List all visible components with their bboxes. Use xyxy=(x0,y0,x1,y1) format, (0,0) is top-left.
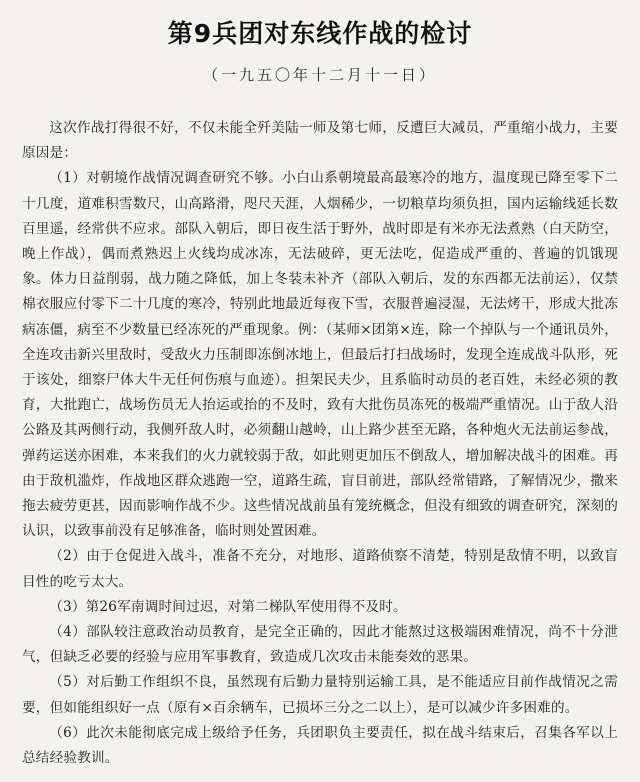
document-date: （一九五〇年十二月十一日） xyxy=(202,66,437,84)
paragraph-2: （2）由于仓促进入战斗，准备不充分，对地形、道路侦察不清楚，特别是敌情不明，以致盲目性的吃亏太大。 xyxy=(22,548,618,590)
paragraph-5: （5）对后勤工作组织不良，虽然现有后勤力量特别运输工具，是不能适应目前作战情况之需要，但如能组织好一点（原有×百余辆车，已损坏三分之二以上），是可以减少许多困难的。 xyxy=(22,674,618,716)
document-body xyxy=(22,116,618,771)
paragraph-intro: 这次作战打得很不好，不仅未能全歼美陆一师及第七师，反遭巨大减员，严重缩小战力，主要原因是： xyxy=(22,120,618,162)
paragraph-6: （6）此次未能彻底完成上级给予任务，兵团职负主要责任，拟在战斗结束后，召集各军以上总结经验教训。 xyxy=(22,724,618,767)
document-title: 第9兵团对东线作战的检讨 xyxy=(167,19,473,48)
paragraph-1: （1）对朝境作战情况调查研究不够。小白山系朝境最高最寒冷的地方，温度现已降至零下二十几度，道难积雪数尺，山高路滑，咫尺天涯，人烟稀少，一切粮草均须负担，国内运输线延长数百里遥，经常供不应求。部队入朝后，即日夜生活于野外，战时即是有米亦无法煮熟（白天防空，晚上作战），偶而煮熟迟上火线均成冰冻，无法破碎，更无法吃，促造成严重的、普遍的饥饿现象。体力日益削弱，战力随之降低，加上冬装未补齐（部队入朝后，发的东西都无法前运），仅禁棉衣服应付零下二十几度的寒冷，特别此地最近每夜下雪，衣服普遍浸湿，无法烤干，形成大批冻病冻僵，病至不少数量已经冻死的严重现象。例：（某师×团第×连，除一个掉队与一个通讯员外，全连攻击新兴里敌时，受敌火力压制即冻倒冰地上，但最后打扫战场时，发现全连成战斗队形，死于该处，细察尸体大牛无任何伤痕与血迹）。担架民夫少，且系临时动员的老百姓，未经必须的教育，大批跑亡，战场伤员无人抬运或抬的不及时，致有大批伤员冻死的极端严重情况。山于敌人沿公路及其两侧行动，我侧歼敌人时，必须翻山越岭，山上路少甚至无路，各种炮火无法前运参战，弹药运送亦困难，本来我们的火力就较弱于敌，如此则更加压不倒敌人，增加解决战斗的困难。再由于敌机滥炸，作战地区群众逃跑一空，道路生疏，盲目前进，部队经常错路，了解情况少，撒来拖去疲劳更甚，因而影响作战不少。这些情况战前虽有笼统概念，但没有细致的调查研究，深刻的认识，以致事前没有足够准备，临时则处置困难。 xyxy=(22,170,618,540)
paragraph-3: （3）第26军南调时间过迟，对第二梯队军使用得不及时。 xyxy=(49,598,407,615)
paragraph-4: （4）部队较注意政治动员教育，是完全正确的，因此才能熬过这极端困难情况，尚不十分泄气，但缺乏必要的经验与应用军事教育，致造成几次攻击未能奏效的恶果。 xyxy=(22,624,618,666)
